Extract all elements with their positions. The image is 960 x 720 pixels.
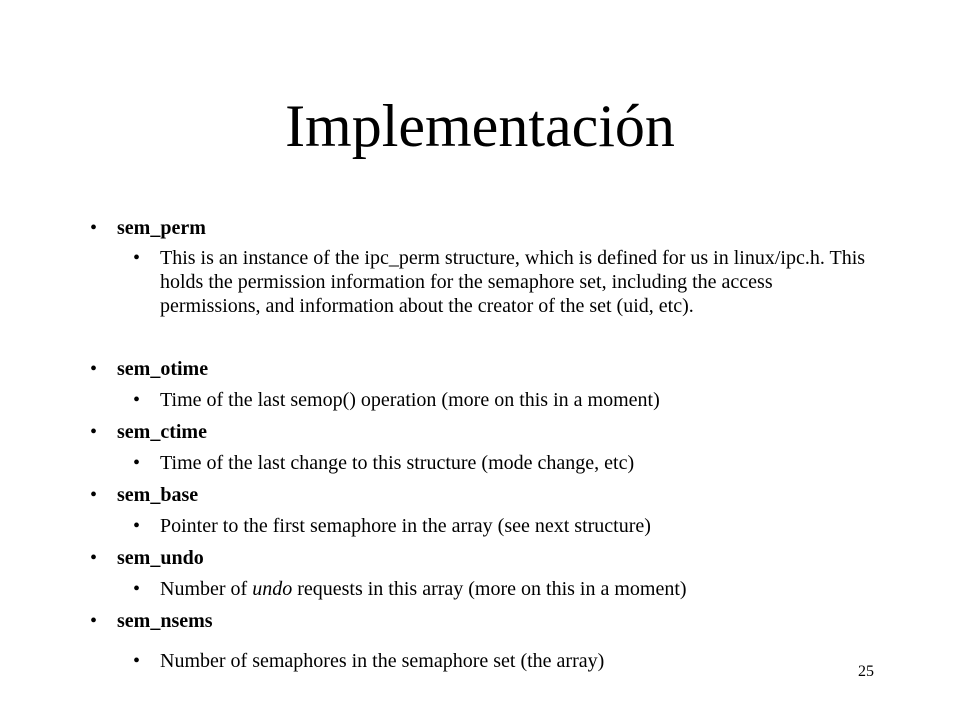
bullet-icon: • [90,217,98,239]
term-label: sem_perm [117,217,206,239]
term-label: sem_base [117,484,199,506]
sub-bullet-icon: • [133,452,141,474]
bullet-icon: • [90,610,98,632]
description-sem-ctime [133,451,873,475]
bullet-icon: • [90,421,98,443]
description-text-after: requests in this array (more on this in a moment) [292,578,687,600]
description-text: Time of the last change to this structure (mode change, etc) [160,452,635,474]
description-text: This is an instance of the ipc_perm structure, which is defined for us in linux/ipc.h. This holds the permission information for the semaphore set, including the access permissions, and information about the creator of the set (uid, etc). [160,247,866,317]
term-label: sem_otime [117,358,209,380]
description-sem-perm [133,246,873,318]
description-sem-base [133,514,873,538]
description-text-before: Number of [160,578,253,600]
bullet-icon: • [90,358,98,380]
term-label: sem_nsems [117,610,213,632]
description-emphasis: undo [252,578,293,600]
sub-bullet-icon: • [133,247,141,269]
description-sem-nsems [133,649,873,673]
description-text: Time of the last semop() operation (more on this in a moment) [160,389,660,411]
bullet-icon: • [90,484,98,506]
page-number: 25 [858,663,874,680]
term-label: sem_undo [117,547,204,569]
bullet-icon: • [90,547,98,569]
sub-bullet-icon: • [133,515,141,537]
description-sem-otime [133,388,873,412]
description-sem-undo [133,577,873,601]
description-text: Number of semaphores in the semaphore set (the array) [160,650,605,672]
sub-bullet-icon: • [133,650,141,672]
slide-title: Implementación [285,93,675,159]
sub-bullet-icon: • [133,578,141,600]
description-text [160,577,873,601]
description-text: Pointer to the first semaphore in the array (see next structure) [160,515,651,537]
sub-bullet-icon: • [133,389,141,411]
term-label: sem_ctime [117,421,207,443]
